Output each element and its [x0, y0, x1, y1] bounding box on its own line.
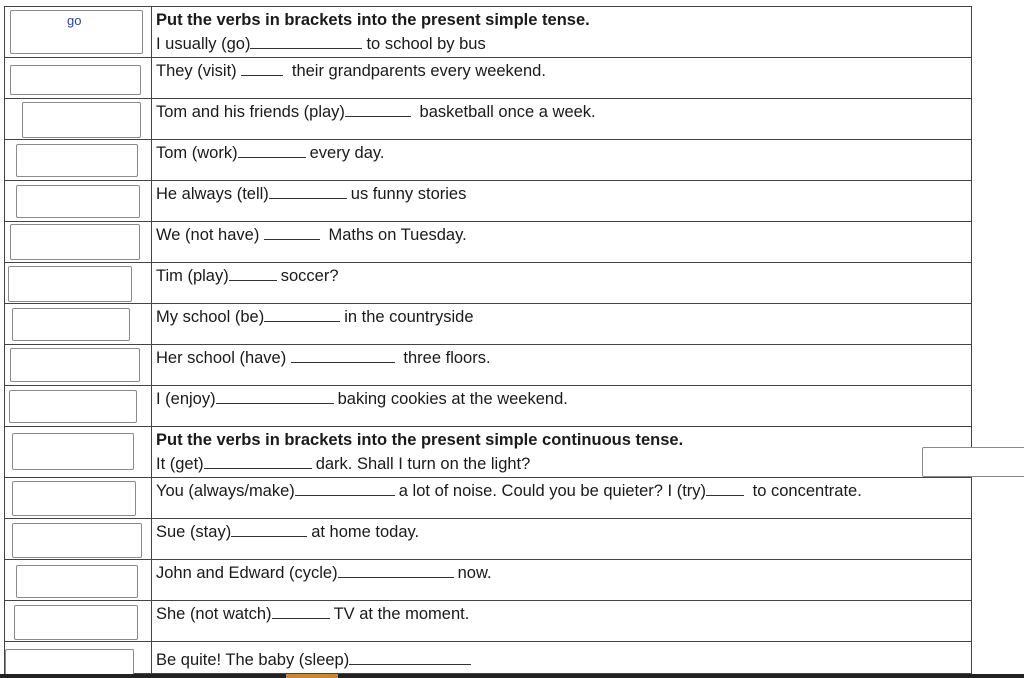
sentence-start: John and Edward (cycle)	[156, 564, 338, 582]
sentence-start: I (enjoy)	[156, 390, 216, 408]
section-heading-continuous: Put the verbs in brackets into the present simple continuous tense.	[156, 431, 684, 449]
sentence-start: Tim (play)	[156, 267, 229, 285]
sentence-end: baking cookies at the weekend.	[337, 390, 568, 408]
table-row	[5, 304, 971, 345]
sentence-end: Maths on Tuesday.	[328, 226, 467, 244]
sentence-4	[156, 141, 385, 165]
sentence-3	[156, 100, 596, 124]
table-row	[5, 478, 971, 519]
blank-line[interactable]	[264, 307, 340, 322]
blank-line[interactable]	[345, 102, 411, 117]
sentence-2	[156, 59, 546, 83]
sentence-10	[156, 387, 568, 411]
sentence-start: We (not have)	[156, 226, 260, 244]
blank-line[interactable]	[229, 266, 277, 281]
sentence-end: every day.	[309, 144, 385, 162]
table-row	[5, 181, 971, 222]
blank-line[interactable]	[241, 61, 283, 76]
table-row	[5, 386, 971, 427]
sentence-14	[156, 561, 492, 585]
sentence-5	[156, 182, 466, 206]
blank-line[interactable]	[250, 34, 362, 49]
blank-line[interactable]	[338, 563, 454, 578]
answer-box-4[interactable]	[16, 144, 138, 177]
sentence-end: dark. Shall I turn on the light?	[315, 455, 531, 473]
blank-line[interactable]	[349, 650, 471, 665]
sentence-11	[156, 452, 530, 476]
table-row	[5, 222, 971, 263]
sentence-start: He always (tell)	[156, 185, 269, 203]
table-row	[5, 263, 971, 304]
table-row	[5, 560, 971, 601]
table-row	[5, 140, 971, 181]
blank-line[interactable]	[706, 481, 744, 496]
sentence-start: Tom (work)	[156, 144, 238, 162]
table-row	[5, 58, 971, 99]
sentence-end: now.	[457, 564, 492, 582]
answer-box-15[interactable]	[14, 605, 138, 640]
bottom-bar-accent	[286, 674, 338, 678]
sentence-end: in the countryside	[344, 308, 474, 326]
sentence-end: TV at the moment.	[333, 605, 470, 623]
sentence-start: Be quite! The baby (sleep)	[156, 651, 350, 669]
sentence-9	[156, 346, 491, 370]
table-row	[5, 345, 971, 386]
table-row	[5, 642, 971, 675]
answer-text: go	[67, 13, 82, 28]
blank-line[interactable]	[204, 454, 312, 469]
answer-box-9[interactable]	[10, 348, 140, 382]
answer-box-10[interactable]	[9, 390, 137, 423]
answer-box-1[interactable]	[10, 10, 143, 54]
table-row	[5, 99, 971, 140]
sentence-end: at home today.	[311, 523, 420, 541]
blank-line[interactable]	[231, 522, 307, 537]
answer-box-13[interactable]	[12, 523, 142, 558]
sentence-13	[156, 520, 419, 544]
answer-box-2[interactable]	[10, 65, 141, 95]
table-row	[5, 7, 971, 58]
blank-line[interactable]	[291, 348, 395, 363]
answer-box-11[interactable]	[12, 433, 134, 470]
blank-line[interactable]	[269, 184, 347, 199]
sentence-end: basketball once a week.	[419, 103, 596, 121]
sentence-end: us funny stories	[350, 185, 467, 203]
sentence-end: soccer?	[280, 267, 339, 285]
sentence-12	[156, 479, 862, 503]
answer-box-6[interactable]	[10, 224, 140, 260]
sentence-end: their grandparents every weekend.	[291, 62, 546, 80]
blank-line[interactable]	[238, 143, 306, 158]
section-heading-simple: Put the verbs in brackets into the present simple tense.	[156, 11, 590, 29]
sentence-start: Her school (have)	[156, 349, 287, 367]
sentence-start: It (get)	[156, 455, 204, 473]
sentence-15	[156, 602, 469, 626]
sentence-start: Sue (stay)	[156, 523, 232, 541]
answer-box-14[interactable]	[16, 565, 138, 598]
sentence-7	[156, 264, 339, 288]
sentence-start: Tom and his friends (play)	[156, 103, 345, 121]
inline-answer-box[interactable]	[922, 447, 1024, 477]
answer-box-3[interactable]	[22, 102, 141, 138]
blank-line[interactable]	[272, 604, 330, 619]
sentence-start: She (not watch)	[156, 605, 272, 623]
sentence-start: You (always/make)	[156, 482, 295, 500]
answer-box-5[interactable]	[16, 185, 140, 218]
worksheet-table	[4, 6, 972, 674]
sentence-start: My school (be)	[156, 308, 265, 326]
sentence-16	[156, 648, 475, 672]
sentence-end: to concentrate.	[752, 482, 862, 500]
sentence-1	[156, 32, 486, 56]
blank-line[interactable]	[216, 389, 334, 404]
blank-line[interactable]	[295, 481, 395, 496]
answer-box-12[interactable]	[12, 481, 136, 516]
sentence-start: I usually (go)	[156, 35, 251, 53]
answer-box-8[interactable]	[12, 308, 130, 341]
answer-box-16[interactable]	[5, 649, 134, 677]
bottom-bar	[0, 674, 1024, 678]
sentence-end: to school by bus	[366, 35, 486, 53]
table-row	[5, 427, 971, 478]
sentence-start: They (visit)	[156, 62, 237, 80]
blank-line[interactable]	[264, 225, 320, 240]
table-row	[5, 601, 971, 642]
sentence-end: three floors.	[403, 349, 491, 367]
sentence-8	[156, 305, 474, 329]
answer-box-7[interactable]	[8, 266, 132, 302]
table-row	[5, 519, 971, 560]
sentence-middle: a lot of noise. Could you be quieter? I (try)	[398, 482, 707, 500]
sentence-6	[156, 223, 467, 247]
